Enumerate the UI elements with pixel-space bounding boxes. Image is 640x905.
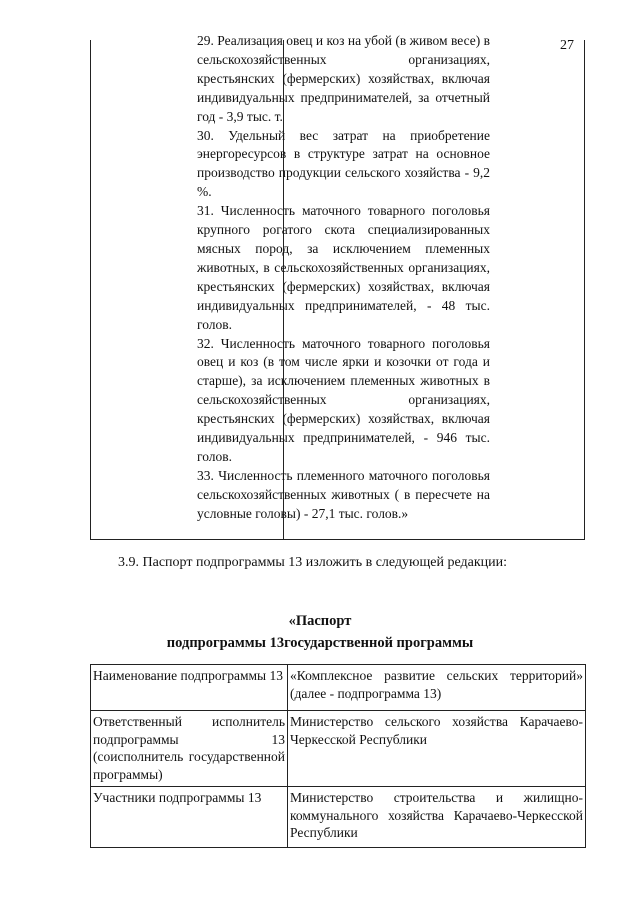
item-29: 29. Реализация овец и коз на убой (в живом весе) в сельскохозяйственных организациях, крестьянских (фермерских) хозяйствах, включая индивидуальных предпринимателей, за отчетный год - 3,9 тыс. т. [197,33,490,124]
table-row [91,787,586,848]
passport-table [90,664,586,848]
continuation-cell [197,32,490,524]
table-row [91,665,586,711]
table-border-bottom [90,539,585,540]
item-33: 33. Численность племенного маточного поголовья сельскохозяйственных животных ( в пересчете на условные головы) - 27,1 тыс. голов.» [197,467,490,521]
item-31: 31. Численность маточного товарного поголовья крупного рогатого скота специализированных мясных пород, за исключением племенных животных, в сельскохозяйственных организациях, крестьянских (фермерских) хозяйствах, включая индивидуальных предпринимателей, - 48 тыс. голов. [197,203,490,332]
table-border-right [584,40,585,540]
row-value-executor: Министерство сельского хозяйства Карачаево-Черкесской Республики [288,711,586,787]
section-heading: 3.9. Паспорт подпрограммы 13 изложить в следующей редакции: [118,555,508,570]
row-label-executor: Ответственный исполнитель подпрограммы 13 (соисполнитель государственной программы) [91,711,288,787]
passport-title-line1: «Паспорт [288,613,352,629]
page-number: 27 [560,38,574,53]
passport-title [0,610,640,654]
table-row [91,711,586,787]
table-border-left [90,40,91,540]
row-label-name: Наименование подпрограммы 13 [91,665,288,711]
item-30: 30. Удельный вес затрат на приобретение энергоресурсов в структуре затрат на основное производство продукции сельского хозяйства - 9,2 %. [197,127,490,200]
row-label-participants: Участники подпрограммы 13 [91,787,288,848]
item-32: 32. Численность маточного товарного поголовья овец и коз (в том числе ярки и козочки от года и старше), за исключением племенных животных в сельскохозяйственных организациях, крестьянских (фермерских) хозяйствах, включая индивидуальных предпринимателей, - 946 тыс. голов. [197,335,490,464]
row-value-participants: Министерство строительства и жилищно-коммунального хозяйства Карачаево-Черкесской Республики [288,787,586,848]
row-value-name: «Комплексное развитие сельских территорий» (далее - подпрограмма 13) [288,665,586,711]
passport-title-line2: подпрограммы 13государственной программы [166,635,474,651]
